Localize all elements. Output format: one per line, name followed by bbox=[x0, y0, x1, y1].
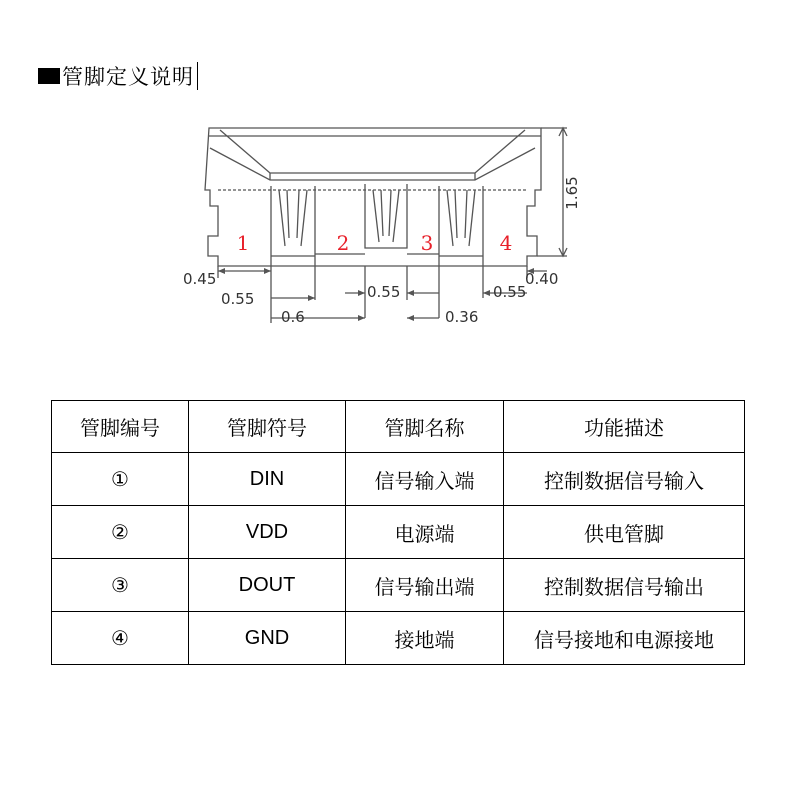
pin-definition-table bbox=[51, 400, 745, 665]
text-cursor bbox=[197, 62, 198, 90]
pin-label-1: 1 bbox=[236, 231, 250, 255]
square-bullet-icon bbox=[38, 68, 60, 84]
pin-function-cell: 控制数据信号输出 bbox=[504, 559, 745, 612]
package-drawing bbox=[175, 118, 600, 340]
dim-height: 1.65 bbox=[563, 176, 581, 210]
table-row bbox=[52, 506, 745, 559]
pin-symbol-cell: DIN bbox=[189, 453, 346, 506]
pin-label-3: 3 bbox=[420, 231, 434, 255]
pin-number-cell: ④ bbox=[52, 612, 189, 665]
pin-symbol-cell: GND bbox=[189, 612, 346, 665]
pin-name-cell: 信号输入端 bbox=[346, 453, 504, 506]
pin-number-cell: ③ bbox=[52, 559, 189, 612]
dim-right-edge: 0.40 bbox=[525, 270, 559, 288]
header-pin-number: 管脚编号 bbox=[52, 401, 189, 453]
dim-left-edge: 0.45 bbox=[183, 270, 217, 288]
pin-label-4: 4 bbox=[499, 231, 513, 255]
pin-label-2: 2 bbox=[336, 231, 350, 255]
dim-pitch: 0.6 bbox=[281, 308, 305, 326]
pin-function-cell: 信号接地和电源接地 bbox=[504, 612, 745, 665]
pin-number-cell: ① bbox=[52, 453, 189, 506]
table-row bbox=[52, 559, 745, 612]
pin-name-cell: 信号输出端 bbox=[346, 559, 504, 612]
dim-pad-right: 0.55 bbox=[493, 283, 527, 301]
dim-pad-width: 0.36 bbox=[445, 308, 479, 326]
dim-pad-left: 0.55 bbox=[221, 290, 255, 308]
pin-name-cell: 接地端 bbox=[346, 612, 504, 665]
pin-symbol-cell: DOUT bbox=[189, 559, 346, 612]
header-pin-symbol: 管脚符号 bbox=[189, 401, 346, 453]
header-function: 功能描述 bbox=[504, 401, 745, 453]
header-pin-name: 管脚名称 bbox=[346, 401, 504, 453]
pin-function-cell: 控制数据信号输入 bbox=[504, 453, 745, 506]
dim-gap-mid: 0.55 bbox=[367, 283, 401, 301]
table-row bbox=[52, 612, 745, 665]
section-title: 管脚定义说明 bbox=[62, 65, 194, 89]
pin-number-cell: ② bbox=[52, 506, 189, 559]
package-outline-svg bbox=[175, 118, 600, 340]
table-row bbox=[52, 453, 745, 506]
table-header-row bbox=[52, 401, 745, 453]
section-heading bbox=[38, 60, 198, 92]
pin-name-cell: 电源端 bbox=[346, 506, 504, 559]
pin-symbol-cell: VDD bbox=[189, 506, 346, 559]
pin-function-cell: 供电管脚 bbox=[504, 506, 745, 559]
